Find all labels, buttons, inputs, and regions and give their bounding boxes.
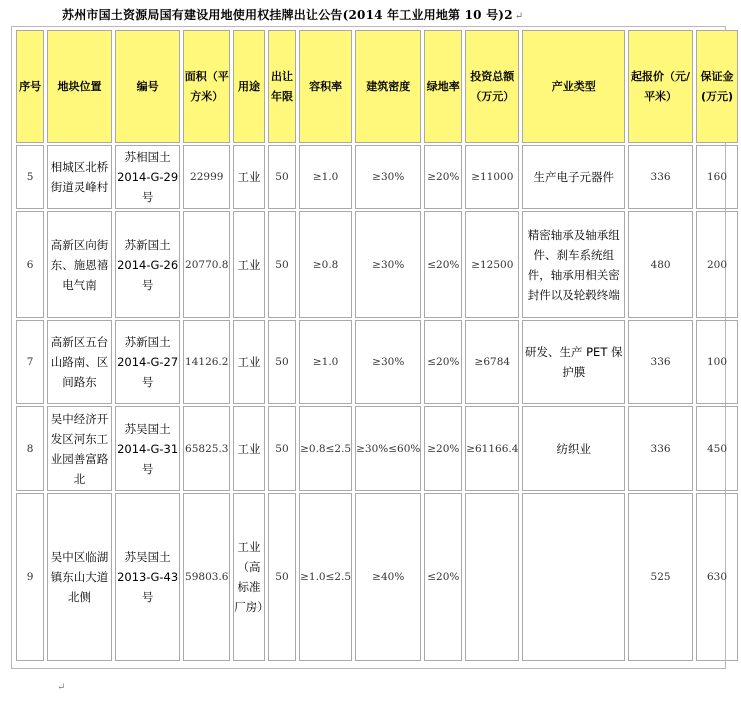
cell-start-price: 336: [628, 406, 693, 491]
cell-use: 工业: [233, 320, 265, 404]
paragraph-mark: ↵: [57, 682, 66, 693]
cell-invest: ≥11000: [465, 145, 519, 209]
cell-green: ≤20%: [424, 320, 462, 404]
cell-density: ≥30%: [355, 211, 421, 318]
cell-industry: 纺织业: [522, 406, 625, 491]
cell-years: 50: [268, 493, 296, 661]
col-years: 出让年限: [268, 30, 296, 143]
cell-code: 苏相国土2014-G-29号: [115, 145, 180, 209]
cell-green: ≤20%: [424, 493, 462, 661]
cell-start-price: 480: [628, 211, 693, 318]
cell-green: ≥20%: [424, 145, 462, 209]
cell-industry: [522, 493, 625, 661]
cell-area: 14126.2: [183, 320, 230, 404]
table-row: [16, 145, 738, 209]
cell-density: ≥30%: [355, 145, 421, 209]
cell-seq: 9: [16, 493, 44, 661]
table-row: [16, 493, 738, 661]
cell-area: 59803.6: [183, 493, 230, 661]
cell-start-price: 525: [628, 493, 693, 661]
cell-density: ≥30%: [355, 320, 421, 404]
cell-code: 苏新国土2014-G-26号: [115, 211, 180, 318]
cell-deposit: 100: [696, 320, 738, 404]
col-far: 容积率: [299, 30, 352, 143]
cell-code: 苏吴国土2014-G-31号: [115, 406, 180, 491]
cell-far: ≥1.0≤2.5: [299, 493, 352, 661]
cell-invest: ≥61166.4: [465, 406, 519, 491]
col-density: 建筑密度: [355, 30, 421, 143]
cell-use: 工业: [233, 145, 265, 209]
col-start-price: 起报价（元/平米）: [628, 30, 693, 143]
col-location: 地块位置: [47, 30, 112, 143]
col-industry: 产业类型: [522, 30, 625, 143]
cell-deposit: 160: [696, 145, 738, 209]
cell-start-price: 336: [628, 320, 693, 404]
cell-location: 高新区向街东、施恩禧电气南: [47, 211, 112, 318]
table-row: [16, 211, 738, 318]
paragraph-mark: ↵: [514, 11, 524, 22]
cell-green: ≤20%: [424, 211, 462, 318]
cell-industry: 研发、生产 PET 保护膜: [522, 320, 625, 404]
cell-seq: 6: [16, 211, 44, 318]
cell-code: 苏新国土2014-G-27号: [115, 320, 180, 404]
cell-use: 工业（高标准厂房）: [233, 493, 265, 661]
cell-seq: 5: [16, 145, 44, 209]
cell-invest: ≥12500: [465, 211, 519, 318]
cell-years: 50: [268, 406, 296, 491]
cell-area: 22999: [183, 145, 230, 209]
cell-years: 50: [268, 320, 296, 404]
cell-seq: 7: [16, 320, 44, 404]
cell-start-price: 336: [628, 145, 693, 209]
cell-location: 吴中区临湖镇东山大道北侧: [47, 493, 112, 661]
cell-code: 苏吴国土2013-G-43号: [115, 493, 180, 661]
land-auction-table: [13, 28, 741, 663]
cell-far: ≥0.8: [299, 211, 352, 318]
cell-far: ≥1.0: [299, 320, 352, 404]
cell-density: ≥40%: [355, 493, 421, 661]
cell-location: 高新区五台山路南、区间路东: [47, 320, 112, 404]
cell-location: 相城区北桥街道灵峰村: [47, 145, 112, 209]
cell-use: 工业: [233, 406, 265, 491]
col-deposit: 保证金(万元): [696, 30, 738, 143]
document-title: [62, 6, 523, 23]
cell-deposit: 630: [696, 493, 738, 661]
cell-location: 吴中经济开发区河东工业园善富路北: [47, 406, 112, 491]
cell-density: ≥30%≤60%: [355, 406, 421, 491]
cell-years: 50: [268, 145, 296, 209]
cell-seq: 8: [16, 406, 44, 491]
cell-industry: 精密轴承及轴承组件、刹车系统组件，轴承用相关密封件以及轮毂终端: [522, 211, 625, 318]
title-text: 苏州市国土资源局国有建设用地使用权挂牌出让公告(2014 年工业用地第 10 号)2: [62, 8, 513, 22]
cell-far: ≥0.8≤2.5: [299, 406, 352, 491]
cell-area: 20770.8: [183, 211, 230, 318]
col-seq: 序号: [16, 30, 44, 143]
cell-industry: 生产电子元器件: [522, 145, 625, 209]
cell-use: 工业: [233, 211, 265, 318]
cell-invest: ≥6784: [465, 320, 519, 404]
cell-green: ≥20%: [424, 406, 462, 491]
cell-years: 50: [268, 211, 296, 318]
cell-invest: [465, 493, 519, 661]
col-invest: 投资总额（万元）: [465, 30, 519, 143]
col-use: 用途: [233, 30, 265, 143]
col-code: 编号: [115, 30, 180, 143]
col-green: 绿地率: [424, 30, 462, 143]
header-row: [16, 30, 738, 143]
table-row: [16, 406, 738, 491]
cell-deposit: 200: [696, 211, 738, 318]
col-area: 面积（平方米）: [183, 30, 230, 143]
cell-far: ≥1.0: [299, 145, 352, 209]
cell-area: 65825.3: [183, 406, 230, 491]
table-row: [16, 320, 738, 404]
cell-deposit: 450: [696, 406, 738, 491]
